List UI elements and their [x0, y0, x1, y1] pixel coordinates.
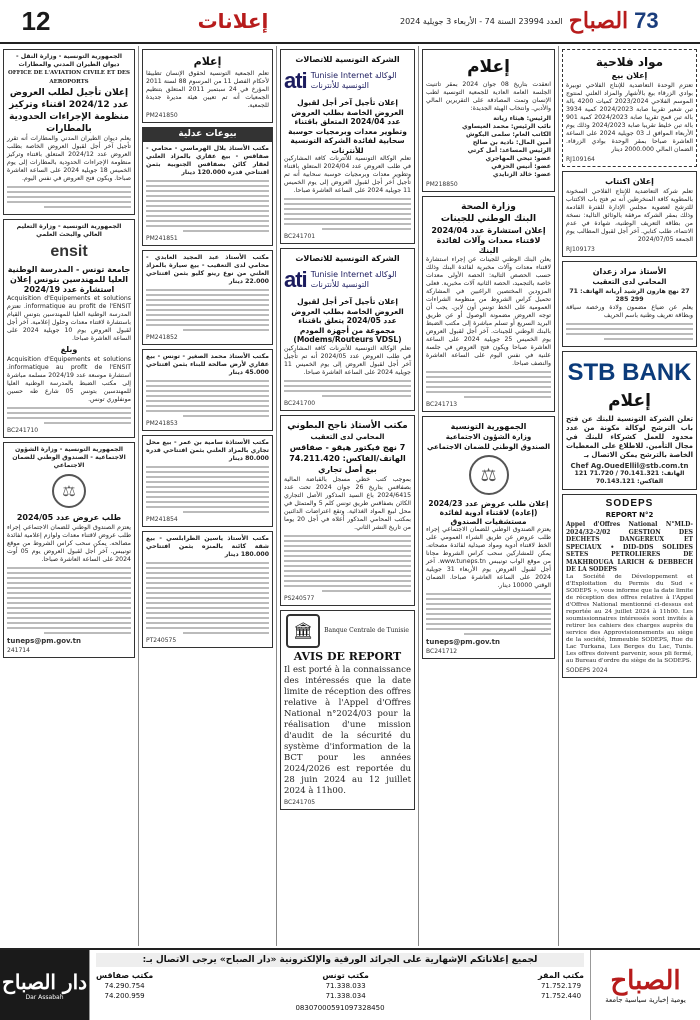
association-ad: [422, 49, 555, 192]
footer-logo: الصباح: [610, 966, 681, 996]
member-6: عضو: أنيس الحزقي: [491, 163, 551, 170]
office-fax: 71.338.034: [325, 992, 366, 1000]
association-title: إعلام: [467, 57, 510, 77]
cnss-name: الصندوق الوطني للضمان الاجتماعي: [426, 443, 551, 451]
ensit-sub: وبلغ: [60, 345, 78, 354]
sodeps-text: La Société de Développement et d'Exploitation du Permis du Sud « SODEPS », vous informe que la date limite de réception des offres relative à l'Appel d'Offres National mentionné ci-dessus est reportée au 24 juillet 2024 à 11h00. Les soumissionnaires intéressés sont invités à retirer les cahiers des charges auprès du service des Approvisionnements au siège de la société, Immeuble SODEPS, Rue du Lac Turkana, Les Berges du Lac, Tunis. Les offres doivent parvenir, sous pli fermé, au Bureau d'ordre du siège de la SODEPS.: [566, 573, 693, 664]
cnss-site: tuneps@pm.gov.tn: [426, 638, 501, 646]
cnss2-emblem-icon: ⚖: [52, 474, 86, 508]
cnss-ministry: وزارة الشؤون الاجتماعية: [445, 433, 532, 441]
column-2: [418, 46, 558, 946]
cnss-text: يعتزم الصندوق الوطني للضمان الاجتماعي إجراء طلب عروض عن طريق الشراء العمومي على الخط لاقتناء أدوية ومواد صيدلية لفائدة مصحاته. يمكن للمشاركين سحب كراس الشروط مجانا من موقع الواب تونيبس www.tuneps.tn. آخر أجل لقبول العروض يوم الأربعاء 31 جويلية 2024 على الساعة العاشرة صباحا. الضمان الوقتي 10000 دينار.: [426, 526, 551, 589]
footer-logo-2-sub: Dar Assabah: [25, 993, 64, 1001]
office-fax: 74.200.959: [104, 992, 145, 1000]
hr-association-ad: [142, 49, 273, 123]
cnss-ad: [422, 416, 555, 659]
footer-brand: [590, 950, 700, 1020]
genebank-lines: [426, 371, 551, 398]
cnss2-org: الجمهورية التونسية - وزارة الشؤون الاجتماعية - الصندوق الوطني للضمان الاجتماعي: [12, 446, 126, 469]
issue-meta: العدد 23994 السنة 74 - الأربعاء 3 جويلية 2024: [400, 16, 563, 26]
oaca-text: يعلم ديوان الطيران المدني والمطارات أنه تقرر تأجيل آخر أجل لقبول العروض الخاصة بطلب العروض عدد 2024/12 المتعلق باقتناء وتركيز منظومة الإجراءات الحدودية بالمطارات إلى يوم الخميس 18 جويلية 2024 على الساعة العاشرة صباحا. ويكون فتح العروض في نفس اليوم.: [7, 135, 131, 182]
bct-name: Banque Centrale de Tunisie: [324, 627, 409, 634]
footer-contacts: [90, 950, 590, 1020]
stb-ad: [562, 351, 697, 490]
association-text: انعقدت بتاريخ 08 جوان 2024 بمقر تاتنيت الجلسة العامة العادية للجمعية التونسية لطب الإنسان وتمت المصادقة على التقريرين المالي والأدبي. وانتخاب الهيئة الجديدة:: [426, 81, 552, 112]
ati-ad2-ref: BC241700: [284, 399, 316, 407]
page-number: 12: [21, 5, 51, 36]
lawyer-lines: [566, 323, 693, 340]
ati-company-2: الشركة التونسية للاتصالات: [295, 254, 400, 263]
member-7: عضو: خالد الزنايدي: [492, 171, 551, 178]
member-3: أمين المال: نادية بن صالح: [472, 139, 551, 146]
ensit-text: Acquisition d'Equipements et solutions informatique au profit de l'ENSIT. تعتزم المدرسة الوطنية العليا للمهندسين بتونس القيام باستشارة لاقتناء معدات وحلول إعلامية. آخر أجل لقبول العروض يوم 10 جويلية 2024 على الساعة العاشرة صباحا.: [7, 295, 131, 342]
judicial-sale-text: مكتب الأستاذة سامية بن عمر - بيع محل تجاري بالمزاد العلني بثمن افتتاحي قدره 80.000 دينار: [146, 439, 269, 462]
genebank-text: يعلن البنك الوطني للجينات عن إجراء استشارة لاقتناء معدات وآلات مخبرية لفائدة البنك وذلك حسب الحصص التالية: الحصة الأولى معدات خاصة بالتجميد، الحصة الثانية آلات مخبرية. فعلى المزودين المختصين الراغبين في المشاركة تحميل كراس الشروط من منظومة الشراءات العمومية على الخط تونس أون لاين. يجب أن توجه العروض مضمونة الوصول أو عن طريق البريد السريع أو تسلم مباشرة إلى مكتب الضبط بالبنك الوطني للجينات. آخر أجل لقبول العروض يوم الخميس 25 جويلية 2024 على الساعة العاشرة صباحا ويكون فتح العروض في جلسة علنية في نفس اليوم على الساعة العاشرة والنصف صباحا.: [426, 256, 551, 367]
cnss-republic: الجمهورية التونسية: [450, 422, 527, 431]
hr-title: إعلام: [193, 55, 222, 68]
ati-ad-1: [280, 49, 415, 244]
footer-offices: [96, 971, 584, 1001]
oaca-org-fr: OFFICE DE L'AVIATION CIVILE ET DES AEROPORTS: [7, 70, 131, 85]
genebank-name: البنك الوطني للجينات: [440, 214, 537, 224]
judicial-sale-ref: PM241853: [146, 420, 178, 427]
ensit-ref: BC241710: [7, 427, 39, 434]
subscription-ref: RJ109173: [566, 246, 595, 253]
ati-ad1-text: تعلم الوكالة التونسية للأنترنات كافة المشاركين في طلب العروض عدد 2024/04 المتعلق باقتناء وتطوير معدات وبرمجيات حوسبة سحابية أنه تم تأجيل آخر أجل لقبول العروض إلى يوم الخميس 11 جويلية 2024 على الساعة العاشرة صباحا.: [284, 155, 411, 194]
judicial-sale-text: مكتب الأستاذ محمد الصغير - تونس - بيع عقاري لأرض صالحة للبناء بثمن افتتاحي 45.000 دينار: [146, 353, 269, 376]
ensit-ad: [3, 219, 135, 438]
oaca-lines: [7, 186, 131, 208]
stb-fax: الفاكس: 70.143.121: [595, 478, 664, 485]
lawyer-sub: المحامي لدى التعقيب: [592, 278, 667, 286]
ati-ad-2: [280, 248, 415, 411]
cnss-lines: [426, 593, 551, 635]
sodeps-ad: [562, 494, 697, 678]
cnss2-ref: 241714: [7, 647, 30, 654]
lawyer-sale-name: مكتب الأستاذ ناجح البطوني: [287, 420, 408, 431]
ati-mark-2: ati: [284, 267, 307, 292]
agri-text: تعتزم الوحدة التعاضدية للإنتاج الفلاحي توبيرة بوادي الزرقاء بيع بالأشهار والمزاد العلني لمنتوج الموسم الفلاحي 2023/2024 كميات 4200 بالة تبن شعير تقريبا صابة 2024/2023 كمية 3934 بالة تبن قمح تقريبا صابة 2024/2023 كمية 901 بالة تبن خليط تقريبا صابة 2024/2023 وذلك يوم الأربعاء الموافق لـ 03 جويلية 2024 على الساعة العاشرة صباحا بمقر الوحدة بوادي الزرقاء. الضمان المالي 2000.000 دينار: [566, 82, 693, 153]
cnss-emblem-icon: ⚖: [469, 455, 509, 495]
agri-ref: RJ109164: [566, 156, 595, 163]
stb-phone: الهاتف: 70.141.321 / 71.720 121: [574, 470, 685, 477]
ati-ad2-lines: [284, 380, 411, 397]
column-3: [276, 46, 418, 946]
lawyer-ad: [562, 261, 697, 347]
ati-mark: ati: [284, 68, 307, 93]
judicial-sale-ref: PM241851: [146, 235, 178, 242]
agri-ad: [562, 49, 697, 167]
office-phone: 71.752.179: [540, 982, 582, 990]
bct-header: [284, 614, 411, 648]
newspaper-logo: الصباح: [568, 8, 629, 34]
column-1: [558, 46, 700, 946]
anniversary-badge: 73: [634, 8, 659, 33]
judicial-sale-ref: PT240575: [146, 637, 177, 644]
judicial-sale-3: [142, 435, 273, 527]
ati-ad1-ref: BC241701: [284, 233, 316, 240]
member-0: الرئيس: هيثاء زياتة: [493, 115, 551, 122]
bct-text: Il est porté à la connaissance des intéressés que la date limite de réception des offres relative à l'Appel d'Offres National n°2024/03 pour la réalisation d'une mission d'audit de la sécurité du système d'information de la BCT pour les années 2024/2026 est reportée du 28 juin 2024 au 12 juillet 2024 à 11h00.: [284, 664, 411, 796]
lawyer-sale-ad: [280, 415, 415, 606]
ati-name: Tunisie Internet الوكالة التونسية للأنترنات: [310, 71, 397, 90]
hr-ref: PM241850: [146, 112, 178, 119]
cnss-ref: BC241712: [426, 648, 458, 655]
lawyer-sale-text: بموجب كتب خطي مسجل بالقباضة المالية بصفاقس بتاريخ 26 جوان 2024 تحت عدد 2024/6415 باع السيد المذكور الأصل التجاري الكائن بصفاقس طريق تونس كلم 5 والمتمثل في محل لبيع المواد الغذائية. وتقع اعتراضات الدائنين بمكتب المحامي المذكور أعلاه في أجل 20 يوما من تاريخ النشر الثاني.: [284, 475, 412, 531]
association-ref: PM218850: [426, 181, 458, 188]
cnss-title: إعلان طلب عروض عدد 2024/23 (إعادة) لاقتناء أدوية لفائدة مستشفيات الصندوق: [428, 499, 549, 526]
footer-banner: لجميع إعلاناتكم الإشهارية على الجرائد الورقية والإلكترونية «دار الصباح» يرجى الاتصال بـ:: [96, 953, 584, 967]
footer-brand-2: [0, 950, 90, 1020]
ati-ad2-title: إعلان تأجيل آخر أجل لقبول العروض الخاصة بطلب العروض عدد 2024/05 يتعلق باقتناء مجموعة من أجهزة المودم (Modems/Routeurs VDSL): [291, 297, 404, 344]
lawyer-sale-addr: 7 نهج فيكتور هيقو - صفاقس: [289, 442, 406, 452]
office-fax: 71.752.440: [540, 992, 582, 1000]
judicial-sale-text: مكتب الأستاذ ياسين الطرابلسي - بيع شقة كائنة بالمنزه بثمن افتتاحي 180.000 دينار: [146, 535, 269, 558]
footer-tagline: يومية إخبارية سياسية جامعة: [605, 996, 686, 1004]
oaca-org: الجمهورية التونسية - وزارة النقل - ديوان الطيران المدني والمطارات: [16, 53, 122, 68]
ati-ad1-lines: [284, 198, 411, 230]
member-4: الرئيس المساعد: أمل كرتي: [467, 147, 551, 154]
genebank-ministry: وزارة الصحة: [461, 202, 516, 212]
footer-account: 08307000591097328450: [295, 1004, 385, 1012]
ads-content: [0, 46, 700, 946]
page-footer: [0, 948, 700, 1020]
ensit-text-2: Acquisition d'Equipements et solutions informatique au profit de l'ENSIT. استشارة موسعة عدد 2024/19 مسلمة مباشرة إلى مكتب الضبط بالمدرسة الوطنية العليا للمهندسين بتونس 05 شارع طه حسين مونفلوري تونس.: [7, 356, 131, 403]
judicial-sale-text: مكتب الأستاذ عبد المجيد العابدي - محامي لدى التعقيب - بيع سيارة بالمزاد العلني من نوع رينو كليو بثمن افتتاحي 22.000 دينار: [146, 254, 269, 285]
office-sfax: [96, 971, 153, 1001]
footer-logo-2: دار الصباح: [1, 969, 88, 994]
sodeps-logo: SODEPS: [605, 498, 654, 509]
ensit-lines: [7, 407, 131, 424]
ati-company-1: الشركة التونسية للاتصالات: [295, 55, 400, 64]
judicial-sale-lines: [146, 380, 269, 417]
stb-logo: STB BANK: [567, 359, 692, 386]
judicial-sale-lines: [146, 466, 269, 513]
subscription-text: تعلم شركة التعاضدية للإنتاج الفلاحي السخونة بالمطوية كافة المنخرطين أنه تم فتح باب الاكتتاب للترشح لعضوية مجلس الإدارة للفترة القادمة وذلك بمقر الشركة مرفقة بالوثائق التالية: نسخة من بطاقة التعريف الوطنية، شهادة في عدم الانتماء، طلب كتابي. آخر أجل لقبول المطالب يوم الجمعة 2024/07/05: [566, 188, 693, 243]
column-4: [138, 46, 276, 946]
office-phone: 71.338.033: [325, 982, 366, 990]
judicial-sale-0: [142, 141, 273, 246]
cnss2-text: يعتزم الصندوق الوطني للضمان الاجتماعي إجراء طلب عروض لاقتناء معدات ولوازم إعلامية لفائدة مصالحه. يمكن سحب كراس الشروط من موقع تونيبس. آخر أجل لقبول العروض يوم 05 أوت 2024 على الساعة العاشرة صباحا.: [7, 524, 132, 563]
bct-title: AVIS DE REPORT: [293, 649, 402, 663]
judicial-sale-ref: PM241854: [146, 516, 178, 523]
office-name: مكتب تونس: [322, 971, 369, 980]
office-name: مكتب المقر: [538, 971, 584, 980]
lawyer-sale-ref: PS240577: [284, 594, 315, 602]
ati-ad1-title: إعلان تأجيل آخر أجل لقبول العروض الخاصة بطلب العروض عدد 2024/04 المتعلق باقتناء وتطوير معدات وبرمجيات حوسبة سحابية لفائدة الشركة التونسية للأنترنات: [288, 98, 407, 155]
ensit-org: الجمهورية التونسية - وزارة التعليم العالي والبحث العلمي: [16, 223, 122, 238]
judicial-sale-2: [142, 349, 273, 431]
masthead: [400, 1, 700, 41]
sodeps-footer: SODEPS 2024: [566, 666, 608, 674]
cnss2-title: طلب عروض عدد 2024/05: [16, 513, 122, 522]
ati-logo-1: [284, 68, 411, 94]
office-hq: [538, 971, 584, 1001]
judicial-sale-lines: [146, 289, 269, 331]
lawyer-sale-lines: [284, 535, 411, 592]
section-title: إعلانات: [197, 9, 269, 33]
lawyer-address: 27 نهج هارون الرشيد أريانة الهاتف: 71 299 285: [569, 288, 690, 303]
stb-email: Chef Ag.OuedEllil@stb.com.tn: [570, 462, 689, 470]
member-1: نائب الرئيس: محمد العيساوي: [462, 123, 551, 130]
office-name: مكتب صفاقس: [96, 971, 154, 980]
ati-name-2: Tunisie Internet الوكالة التونسية للأنترنات: [310, 270, 397, 289]
genebank-title: إعلان استشارة عدد 2024/04 لاقتناء معدات وآلات لفائدة البنك: [431, 226, 546, 255]
column-5: [0, 46, 138, 946]
sodeps-report: REPORT N°2: [605, 511, 654, 519]
judicial-sale-1: [142, 250, 273, 345]
cnss2-site: tuneps@pm.gov.tn: [7, 637, 82, 645]
subscription-ad: [562, 171, 697, 257]
judicial-sale-lines: [146, 562, 269, 634]
bct-emblem-icon: 🏛: [286, 614, 320, 648]
ensit-logo: ensit: [50, 243, 88, 260]
ati-logo-2: [284, 267, 411, 293]
office-phone: 74.290.754: [104, 982, 145, 990]
judicial-sale-4: [142, 531, 273, 648]
lawyer-text: يعلم عن ضياع مضمون ولادة ورخصة سياقة وبطاقة تعريف وطنية باسم الحريف: [566, 304, 693, 319]
bct-ad: [280, 610, 415, 810]
ensit-title: جامعة تونس - المدرسة الوطنية العليا للمهندسين بتونس إعلان استشارة عدد 2024/19: [7, 265, 131, 294]
hr-text: تعلم الجمعية التونسية لحقوق الإنسان تطبيقا لأحكام الفصل 11 من المرسوم 88 لسنة 2011 المؤرخ في 24 سبتمبر 2011 المتعلق بتنظيم الجمعيات أنه تم تعيين هيئة مديرة جديدة للجمعية.: [146, 70, 269, 109]
cnss-ad-2: [3, 442, 135, 658]
judicial-sale-text: مكتب الأستاذ بلال الهرماسي - محامي - صفاقس - بيع عقاري بالمزاد العلني لعقار كائن بصفاقس الجنوبية بثمن افتتاحي قدره 120.000 دينار: [146, 145, 269, 176]
subscription-title: إعلان اكتتاب: [605, 177, 654, 186]
judicial-sale-ref: PM241852: [146, 334, 178, 341]
member-2: الكاتب العام: سلمى البكوش: [466, 131, 551, 138]
judicial-sales-title: بيوعات عدلية: [142, 127, 273, 141]
stb-text: تعلن الشركة التونسية للبنك عن فتح باب الترشح لوكالة مكونة من عدد محدود للعمل كشركاء للبنك في مجال التأمين. للاطلاع على المعطيات الخاصة بالترشح يمكن الاتصال بـ: [566, 415, 693, 459]
stb-subtitle: إعلام: [608, 391, 651, 411]
lawyer-sale-head: بيع أصل تجاري: [318, 464, 377, 474]
oaca-title: إعلان تأجيل لطلب العروض عدد 2024/12 اقتناء وتركيز منظومة الإجراءات الحدودية بالمطارات: [9, 88, 129, 134]
lawyer-sale-sub: المحامي لدى التعقيب: [310, 432, 385, 441]
bct-ref: BC241705: [284, 798, 316, 806]
genebank-ad: [422, 196, 555, 412]
judicial-sale-lines: [146, 180, 269, 232]
genebank-ref: BC241713: [426, 401, 458, 408]
agri-title: مواد فلاحية: [595, 55, 664, 69]
lawyer-sale-phone: الهاتف/الفاكس: 74.211.420: [289, 453, 406, 463]
page-header: [0, 0, 700, 44]
lawyer-name: الأستاذ مراد زعدان: [592, 267, 667, 276]
office-tunis: [322, 971, 368, 1001]
oaca-ad: [3, 49, 135, 215]
member-5: عضو: تيحي المهاجري: [485, 155, 551, 162]
ati-ad2-text: تعلم الوكالة التونسية للأنترنات كافة المشاركين في طلب العروض عدد 2024/05 أنه تم تأجيل آخر أجل لقبول العروض إلى يوم الخميس 11 جويلية 2024 على الساعة العاشرة صباحا.: [284, 344, 412, 376]
agri-subtitle: إعلان بيع: [611, 71, 648, 80]
sodeps-head: Appel d'Offres National N°MLD-2024/32-2/02 GESTION DES DECHETS DANGEREUX ET SPECIAUX • DID-DDS SOLIDES SETES PETROLIERES DE MAKHROUGA LARICH & DEBBECH DE LA SODEPS: [566, 521, 693, 573]
cnss2-lines: [7, 567, 131, 634]
